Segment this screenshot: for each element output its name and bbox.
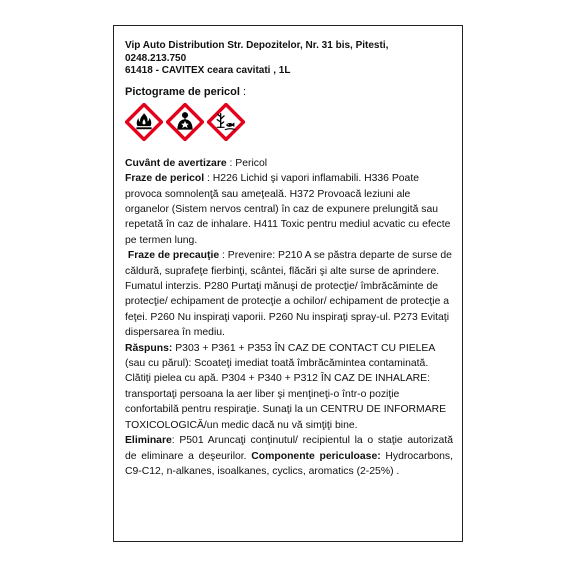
- product-name: 61418 - CAVITEX ceara cavitati , 1L: [125, 65, 291, 77]
- precautionary-statements: [125, 248, 453, 340]
- pictograms-heading: [125, 86, 453, 99]
- components-label: Componente periculoase:: [251, 450, 381, 462]
- signal-label: Cuvânt de avertizare: [125, 157, 227, 169]
- pictograms-label: Pictograme de pericol: [125, 85, 240, 98]
- label-body: [125, 156, 453, 480]
- health-hazard-icon: [166, 103, 204, 141]
- supplier-phone: 0248.213.750: [125, 52, 187, 64]
- response-statements: [125, 341, 453, 433]
- signal-text: : Pericol: [226, 157, 268, 169]
- product-label: [113, 25, 463, 542]
- flame-icon: [125, 103, 163, 141]
- disposal-text: : P501 Aruncaţi conţinutul/ recipientul la o staţie autorizată de eliminare a deşeurilor.: [125, 435, 453, 462]
- hazard-label: Fraze de pericol: [125, 173, 205, 185]
- hazard-statements: [125, 171, 453, 248]
- components-text: Hydrocarbons, C9-C12, n-alkanes, isoalkanes, cyclics, aromatics (2-25%) .: [125, 450, 453, 477]
- label-content: [125, 40, 453, 479]
- environment-hazard-icon: [207, 103, 245, 141]
- supplier-header: [125, 40, 453, 78]
- hazard-text: : H226 Lichid şi vapori inflamabili. H336 Poate provoca somnolenţă sau ameţeală. H372 Provoacă leziuni ale organelor (Sistem nervos central) în caz de expunere prelungită sau repetată în caz de inhalare. H411 Toxic pentru mediul acvatic cu efecte pe termen lung.: [125, 173, 451, 246]
- response-text: P303 + P361 + P353 ÎN CAZ DE CONTACT CU PIELEA (sau cu părul): Scoateţi imediat toată îmbrăcămintea contaminată. Clătiţi pielea cu apă. P304 + P340 + P312 ÎN CAZ DE INHALARE: transportaţi persoana la aer liber şi menţineţi-o într-o poziţie confortabilă pentru respiraţie. Sunaţi la un CENTRU DE INFORMARE TOXICOLOGICĂ/un medic dacă nu vă simţiţi bine.: [125, 342, 447, 431]
- disposal-statements: [125, 433, 453, 479]
- response-label: Răspuns:: [125, 342, 173, 354]
- pictograms-suffix: :: [239, 85, 247, 98]
- disposal-label: Eliminare: [125, 435, 172, 447]
- precaution-text: : Prevenire: P210 A se păstra departe de surse de căldură, suprafeţe fierbinţi, scântei, flăcări şi alte surse de aprindere. Fumatul interzis. P280 Purtaţi mănuşi de protecţie/ îmbrăcăminte de protecţie/ echipament de protecţie a ochilor/ echipament de protecţie a feţei. P260 Nu inspiraţi vaporii. P260 Nu inspiraţi spray-ul. P273 Evitaţi dispersarea în mediu.: [125, 250, 452, 339]
- pictogram-row: [125, 102, 453, 142]
- precaution-label: Fraze de precauţie: [127, 250, 220, 262]
- supplier-address: Vip Auto Distribution Str. Depozitelor, Nr. 31 bis, Pitesti,: [125, 40, 389, 51]
- signal-word: [125, 156, 453, 171]
